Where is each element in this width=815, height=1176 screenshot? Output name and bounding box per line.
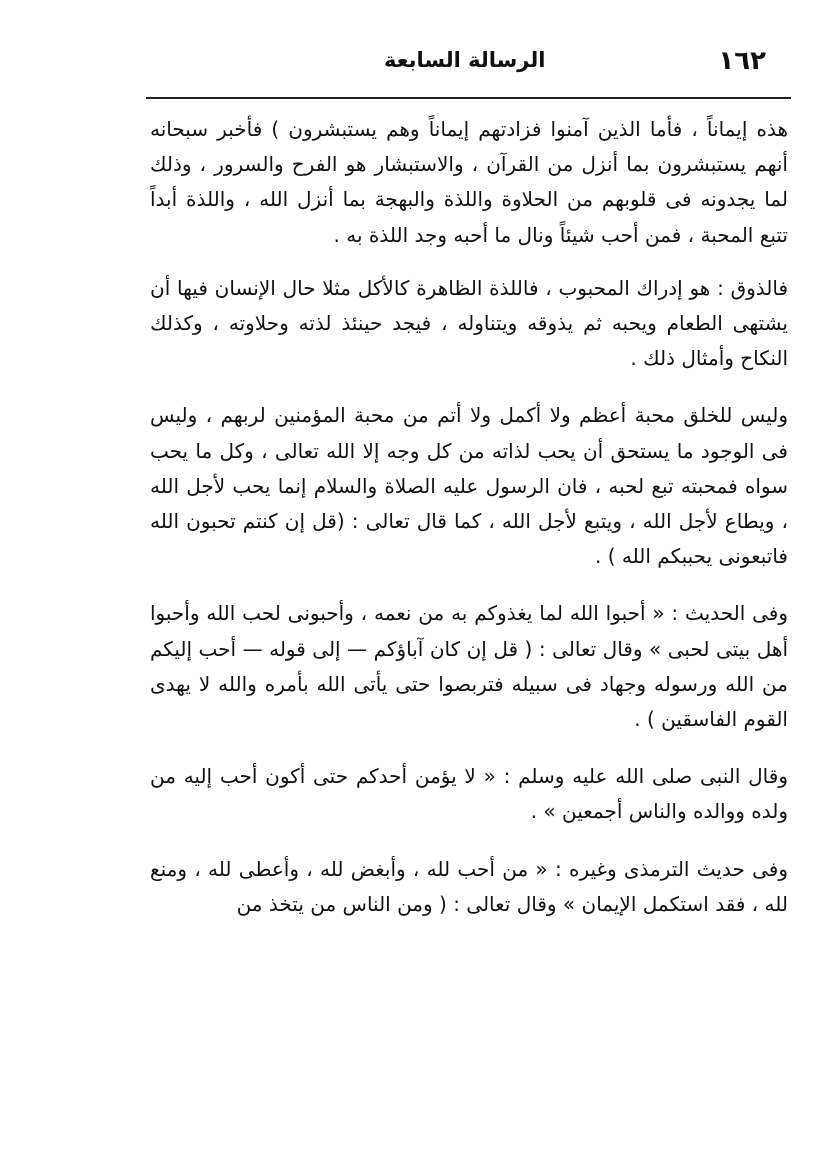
paragraph-6: وفى حديث الترمذى وغيره : « من أحب لله ، وأبغض لله ، وأعطى لله ، ومنع لله ، فقد استكمل الإيمان » وقال تعالى : ( ومن الناس من يتخذ من [150,856,788,916]
paragraph-4: وفى الحديث : « أحبوا الله لما يغذوكم به من نعمه ، وأحبونى لحب الله وأحبوا أهل بيتى لحبى » وقال تعالى : ( قل إن كان آباؤكم — إلى قوله — أحب إليكم من الله ورسوله وجهاد فى سبيله فتربصوا حتى يأتى الله بأمره والله لا يهدى القوم الفاسقين ) . [150,601,788,732]
page-header [148,40,788,90]
paragraph-1: هذه إيماناً ، فأما الذين آمنوا فزادتهم إيماناً وهم يستبشرون ) فأخبر سبحانه أنهم يستبشرون بما أنزل من القرآن ، والاستبشار هو الفرح والسرور ، وذلك لما يجدونه فى قلوبهم من الحلاوة واللذة والبهجة بما أنزل الله ، واللذة أبداً تتبع المحبة ، فمن أحب شيئاً ونال ما أحبه وجد اللذة به . [150,117,788,247]
page-number: ١٦٢ [718,46,766,76]
paragraph-5: وقال النبى صلى الله عليه وسلم : « لا يؤمن أحدكم حتى أكون أحب إليه من ولده ووالده والناس أجمعين » . [150,764,788,824]
body-text [150,112,788,944]
paragraph-2: فالذوق : هو إدراك المحبوب ، فاللذة الظاهرة كالأكل مثلا حال الإنسان فيها أن يشتهى الطعام ويحبه ثم يذوقه ويتناوله ، فيجد حينئذ لذته وحلاوته ، وكذلك النكاح وأمثال ذلك . [150,275,788,371]
paragraph-3: وليس للخلق محبة أعظم ولا أكمل ولا أتم من محبة المؤمنين لربهم ، وليس فى الوجود ما يستحق أن يحب لذاته من كل وجه إلا الله تعالى ، وكل ما يحب سواه فمحبته تبع لحبه ، فان الرسول عليه الصلاة والسلام إنما يحب لأجل الله ، ويطاع لأجل الله ، ويتبع لأجل الله ، كما قال تعالى : (قل إن كنتم تحبون الله فاتبعونى يحببكم الله ) . [150,403,788,569]
header-rule [146,97,791,99]
running-title: الرسالة السابعة [384,48,546,72]
